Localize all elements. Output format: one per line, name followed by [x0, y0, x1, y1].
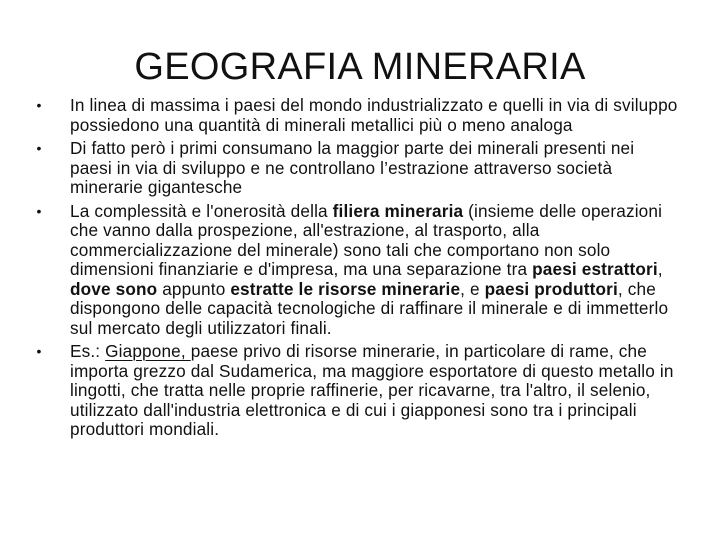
bold-term-dove-sono: dove sono: [70, 278, 158, 299]
bullet-item-4: [0, 342, 720, 440]
bullet-text-part: appunto: [157, 278, 231, 299]
bullet-text-part: La complessità e l'onerosità della: [70, 200, 333, 221]
bullet-text: In linea di massima i paesi del mondo industrializzato e quelli in via di sviluppo possiedono una quantità di minerali metallici più o meno analoga: [70, 95, 678, 135]
bold-term-paesi-estrattori: paesi estrattori: [532, 259, 658, 279]
slide-title: GEOGRAFIA MINERARIA: [134, 46, 586, 88]
bullet-marker: •: [36, 343, 42, 359]
bullet-text-part: (insieme delle operazioni che vanno dalla prospezione, all'estrazione, al trasporto, alla commercializzazione del minerale) sono tali che comportano non solo dimensioni finanziarie e d'impresa, ma una separazione tra: [70, 200, 663, 279]
underlined-term-giappone: Giappone,: [105, 341, 191, 361]
bullet-item-1: [0, 96, 720, 135]
bullet-marker: •: [36, 202, 42, 219]
bold-term-filiera-mineraria: filiera mineraria: [332, 200, 464, 221]
bullet-marker: •: [36, 140, 42, 156]
bullet-item-2: [0, 139, 720, 198]
bullet-text-part: , che dispongono delle capacità tecnologiche di raffinare il minerale e di immetterlo sul mercato degli utilizzatori finali.: [70, 278, 669, 338]
bullet-text-part: ,: [657, 259, 663, 279]
bullet-item-3: [0, 202, 720, 339]
bold-term-estratte-le-risorse: estratte le risorse minerarie: [230, 278, 461, 299]
bullet-marker: •: [36, 97, 42, 113]
bullet-text-lead: Es.:: [70, 341, 106, 361]
bullet-list: [0, 96, 720, 444]
bold-term-paesi-produttori: paesi produttori: [484, 278, 618, 299]
bullet-text-rest: paese privo di risorse minerarie, in particolare di rame, che importa grezzo dal Sudamerica, ma maggiore esportatore di questo metallo in lingotti, che tratta nelle proprie raffinerie, per ricavarne, tra l'altro, il selenio, utilizzato dall'industria elettronica e di cui i giapponesi sono tra i principali produttori mondiali.: [70, 341, 674, 439]
bullet-text: Di fatto però i primi consumano la maggior parte dei minerali presenti nei paesi in via di sviluppo e ne controllano l’estrazione attraverso società minerarie gigantesche: [70, 138, 635, 197]
bullet-text-part: , e: [460, 278, 485, 299]
